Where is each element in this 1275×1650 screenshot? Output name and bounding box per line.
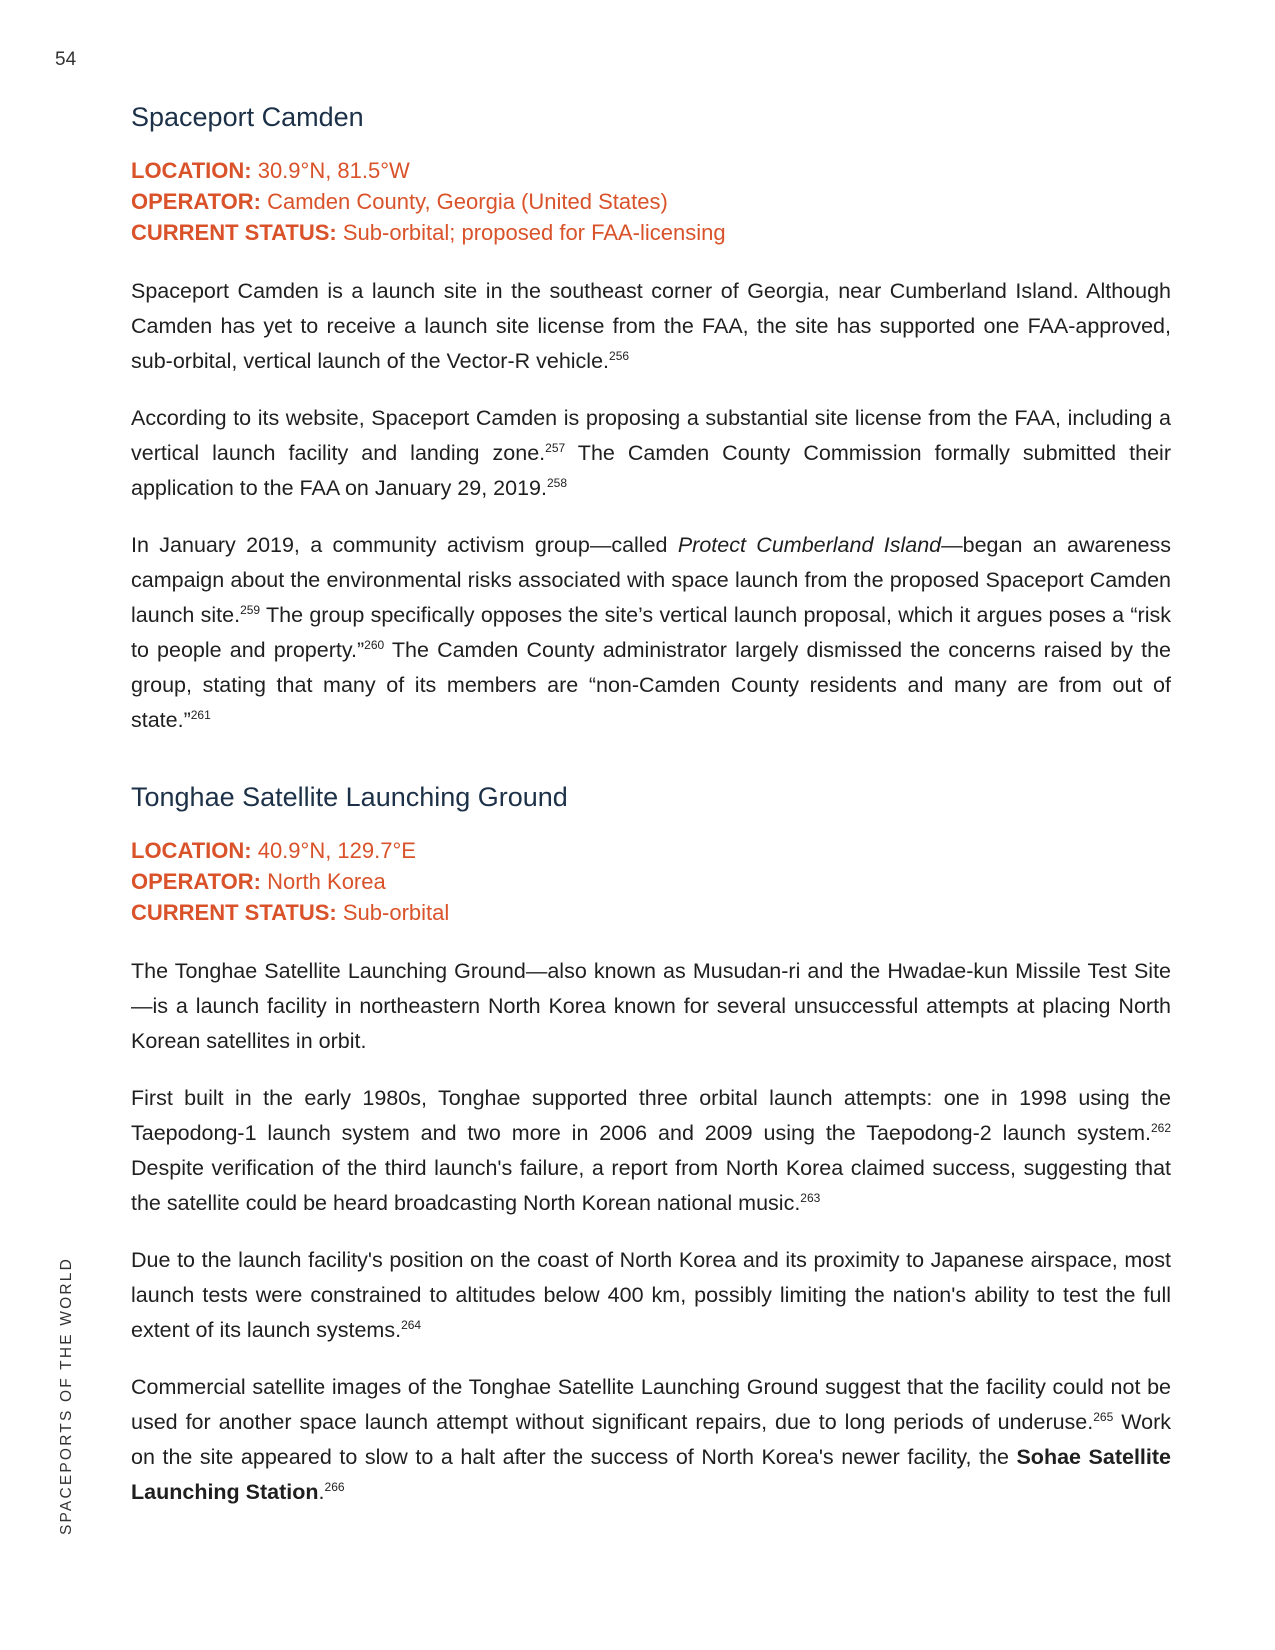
footnote-ref: 260 [364,637,385,652]
paragraph-text: Commercial satellite images of the Tonghae Satellite Launching Ground suggest that the facility could not be used for another space launch attempt without significant repairs, due to long periods of underuse. [131,1375,1171,1435]
paragraph [131,528,1171,738]
footnote-ref: 258 [546,475,567,490]
operator-label: OPERATOR: [131,869,261,895]
location-label: LOCATION: [131,838,252,864]
paragraph [131,1081,1171,1221]
paragraph-text: Spaceport Camden is a launch site in the southeast corner of Georgia, near Cumberland Island. Although Camden has yet to receive a launch site license from the FAA, the site has supported one FAA-approved, sub-orbital, vertical launch of the Vector-R vehicle. [131,279,1171,374]
status-label: CURRENT STATUS: [131,900,337,926]
site-facts [131,835,1171,928]
paragraph-text: According to its website, Spaceport Camden is proposing a substantial site license from the FAA, including a vertical launch facility and landing zone. [131,406,1171,466]
operator-label: OPERATOR: [131,189,261,215]
paragraph-text: First built in the early 1980s, Tonghae supported three orbital launch attempts: one in 1998 using the Taepodong-1 launch system and two more in 2006 and 2009 using the Taepodong-2 launch system. [131,1086,1171,1146]
running-title: SPACEPORTS OF THE WORLD [58,1257,75,1535]
paragraph-text: The Camden County administrator largely dismissed the concerns raised by the group, stating that many of its members are “non-Camden County residents and many are from out of state.” [131,638,1171,733]
cross-reference: Sohae Satellite Launching Station [131,1445,1171,1505]
site-facts [131,155,1171,248]
section-spaceport-camden [131,100,1171,738]
location-line [131,835,1171,866]
location-line [131,155,1171,186]
paragraph-text: In January 2019, a community activism group—called [131,533,678,558]
paragraph-text: . [318,1480,325,1505]
section-title: Tonghae Satellite Launching Ground [131,782,568,813]
footnote-ref: 259 [240,602,261,617]
paragraph-text: —began an awareness campaign about the environmental risks associated with space launch from the proposed Spaceport Camden launch site. [131,533,1172,628]
paragraph [131,954,1171,1059]
footnote-ref: 261 [190,707,211,722]
location-label: LOCATION: [131,158,252,184]
operator-value: North Korea [267,869,386,895]
footnote-ref: 256 [609,348,630,363]
location-value: 30.9°N, 81.5°W [257,158,410,184]
paragraph [131,401,1171,506]
section-tonghae [131,780,1171,1510]
paragraph-text: The group specifically opposes the site’s vertical launch proposal, which it argues poses a “risk to people and property.” [131,603,1171,663]
paragraph-text: The Camden County Commission formally submitted their application to the FAA on January 29, 2019. [131,441,1171,501]
operator-line [131,186,1171,217]
footnote-ref: 265 [1093,1410,1114,1425]
paragraph-text: Despite verification of the third launch's failure, a report from North Korea claimed success, suggesting that the satellite could be heard broadcasting North Korean national music. [131,1156,1171,1216]
paragraph [131,1370,1171,1510]
paragraph-text: The Tonghae Satellite Launching Ground—also known as Musudan-ri and the Hwadae-kun Missile Test Site—is a launch facility in northeastern North Korea known for several unsuccessful attempts at placing North Korean satellites in orbit. [131,959,1171,1054]
status-value: Sub-orbital [342,900,450,926]
group-name: Protect Cumberland Island [677,533,942,558]
page-number: 54 [55,49,77,70]
status-label: CURRENT STATUS: [131,220,337,246]
footnote-ref: 263 [800,1191,821,1206]
footnote-ref: 264 [401,1318,422,1333]
footnote-ref: 257 [545,440,566,455]
operator-value: Camden County, Georgia (United States) [267,189,668,215]
location-value: 40.9°N, 129.7°E [257,838,416,864]
operator-line [131,866,1171,897]
footnote-ref: 266 [324,1480,345,1495]
paragraph [131,1243,1171,1348]
section-title: Spaceport Camden [131,102,364,132]
status-value: Sub-orbital; proposed for FAA-licensing [342,220,726,246]
paragraph [131,274,1171,379]
paragraph-text: Due to the launch facility's position on the coast of North Korea and its proximity to Japanese airspace, most launch tests were constrained to altitudes below 400 km, possibly limiting the nation's ability to test the full extent of its launch systems. [131,1248,1171,1343]
page-content [131,100,1171,1510]
status-line [131,897,1171,928]
footnote-ref: 262 [1150,1121,1171,1136]
paragraph-text: Work on the site appeared to slow to a halt after the success of North Korea's newer facility, the [131,1410,1171,1470]
status-line [131,217,1171,248]
